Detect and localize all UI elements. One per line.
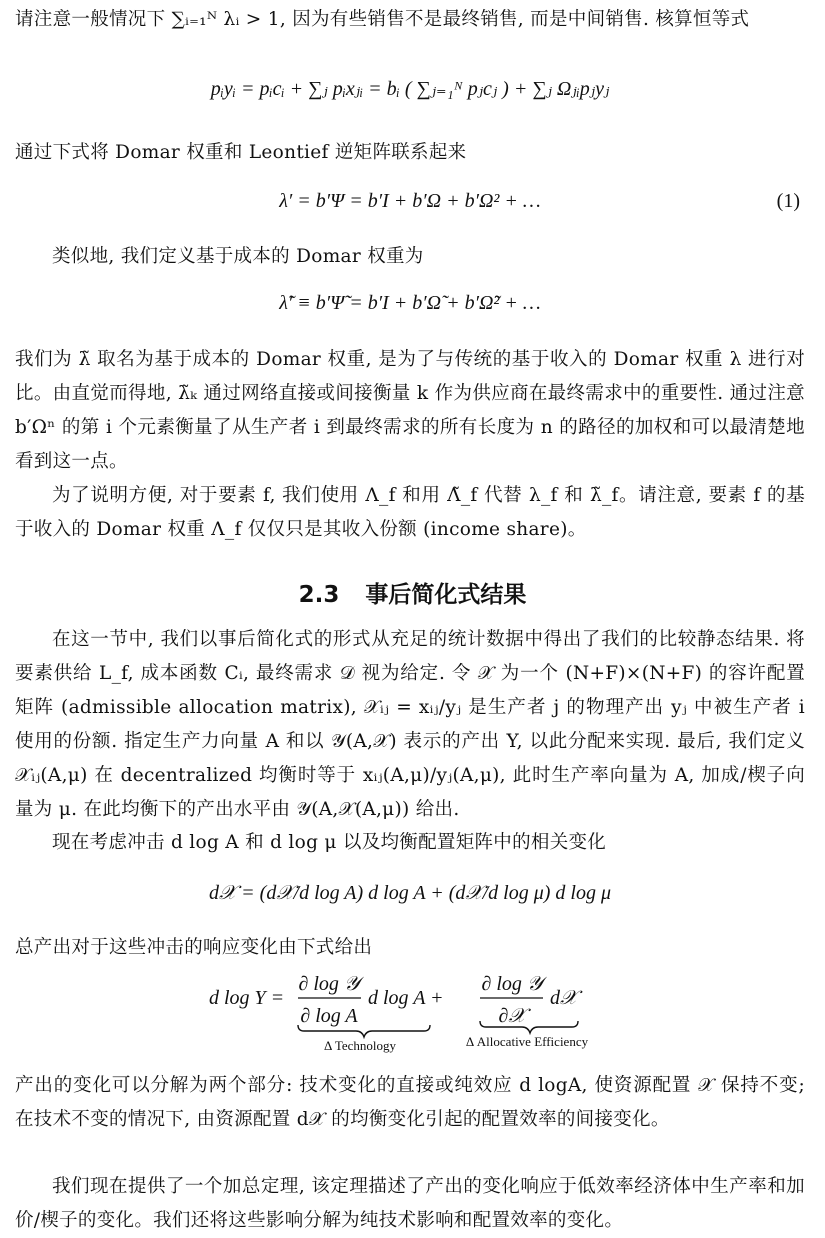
paragraph-accounting-note: 请注意一般情况下 ∑ᵢ₌₁ᴺ λᵢ > 1, 因为有些销售不是最终销售, 而是中间销售. 核算恒等式 [15,9,750,30]
paragraph-factor-notation: 为了说明方便, 对于要素 f, 我们使用 Λ_f 和用 Λ̃_f 代替 λ_f 和 λ̃_f。请注意, 要素 f 的基于收入的 Domar 权重 Λ_f 仅仅只是其收入份额 (income share)。 [15,485,805,540]
equation-accounting-identity: pᵢyᵢ = pᵢcᵢ + ∑ⱼ pᵢxⱼᵢ = bᵢ ( ∑ⱼ₌₁ᴺ pⱼcⱼ ) + ∑ⱼ Ωⱼᵢpⱼyⱼ [210,78,610,100]
equation-cost-based-domar: λ̃′ ≡ b′Ψ̃ = b′I + b′Ω̃ + b′Ω̃² + … [279,292,541,314]
paragraph-domar-leontief: 通过下式将 Domar 权重和 Leontief 逆矩阵联系起来 [15,142,467,163]
eq5-term1-rest: d log A + [368,987,444,1009]
section-number: 2.3 [298,582,340,608]
paragraph-cost-based-intro: 类似地, 我们定义基于成本的 Domar 权重为 [52,246,424,267]
paragraph-ex-post-results: 在这一节中, 我们以事后简化式的形式从充足的统计数据中得出了我们的比较静态结果. 将要素供给 L_f, 成本函数 Cᵢ, 最终需求 𝒟 视为给定. 令 𝒳 为一个 (N+F)×(N+F) 的容许配置矩阵 (admissible allocation matrix), 𝒳ᵢⱼ = xᵢⱼ/yⱼ 是生产者 j 的物理产出 yⱼ 中被生产者 i 使用的份额. 指定生产力向量 A 和以 𝒴(A,𝒳) 表示的产出 Y, 以此分配来实现. 最后, 我们定义 𝒳ᵢⱼ(A,μ) 在 decentralized 均衡时等于 xᵢⱼ(A,μ)/yⱼ(A,μ), 此时生产率向量为 A, 加成/楔子向量为 μ. 在此均衡下的产出水平由 𝒴(A,𝒳(A,μ)) 给出. [15,629,805,820]
eq5-term2-rest: d𝒳 [550,987,578,1009]
label-technology: Δ Technology [323,1038,397,1053]
label-allocative-efficiency: Δ Allocative Efficiency [465,1034,589,1049]
section-title: 事后简化式结果 [365,582,527,608]
eq5-term2-numerator: ∂ log 𝒴 [481,973,543,995]
underbrace-allocative [480,1021,578,1033]
paragraph-decomposition: 产出的变化可以分解为两个部分: 技术变化的直接或纯效应 d logA, 使资源配置 𝒳 保持不变; 在技术不变的情况下, 由资源配置 d𝒳 的均衡变化引起的配置效率的间接变化。 [15,1075,805,1130]
paragraph-output-response: 总产出对于这些冲击的响应变化由下式给出 [15,937,373,958]
paragraph-cost-based-explanation: 我们为 λ̃ 取名为基于成本的 Domar 权重, 是为了与传统的基于收入的 Domar 权重 λ 进行对比。由直觉而得地, λ̃ₖ 通过网络直接或间接衡量 k 作为供应商在最终需求中的重要性. 通过注意 b′Ωⁿ 的第 i 个元素衡量了从生产者 i 到最终需求的所有长度为 n 的路径的加权和可以最清楚地看到这一点。 [15,349,805,472]
paragraph-shocks: 现在考虑冲击 d log A 和 d log μ 以及均衡配置矩阵中的相关变化 [52,832,607,853]
equation-number: (1) [776,190,800,212]
eq5-term1-numerator: ∂ log 𝒴 [298,973,360,995]
equation-allocation-change: d𝒳 = (d𝒳/d log A) d log A + (d𝒳/d log μ) d log μ [208,882,611,904]
equation-domar-weight: λ′ = b′Ψ = b′I + b′Ω + b′Ω² + … [279,190,541,212]
eq5-term1-denominator: ∂ log A [300,1005,358,1027]
eq5-lhs: d log Y = [209,987,285,1009]
eq5-term2-denominator: ∂𝒳 [498,1005,526,1027]
paragraph-aggregation-theorem: 我们现在提供了一个加总定理, 该定理描述了产出的变化响应于低效率经济体中生产率和加价/楔子的变化。我们还将这些影响分解为纯技术影响和配置效率的变化。 [15,1176,805,1231]
